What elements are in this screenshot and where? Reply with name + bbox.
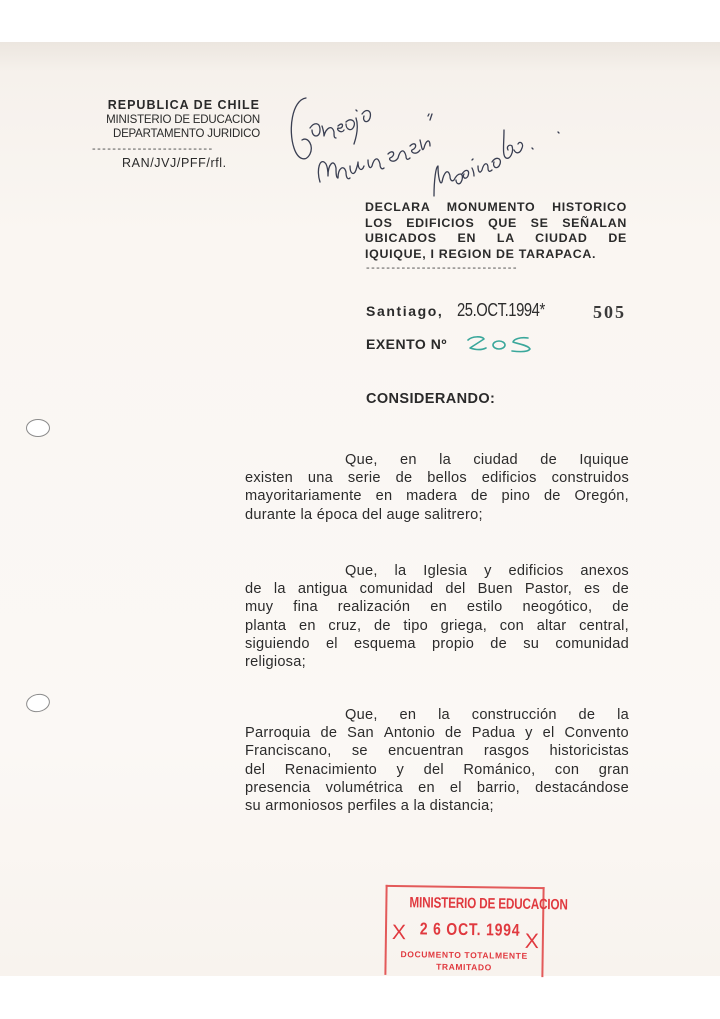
word: la bbox=[273, 581, 286, 598]
word: gran bbox=[598, 761, 629, 778]
word: de bbox=[373, 617, 391, 634]
word: antigua bbox=[297, 581, 348, 598]
paragraph-line bbox=[245, 469, 629, 487]
considerando-paragraph-3 bbox=[245, 706, 629, 815]
word: es bbox=[584, 581, 601, 598]
word: el bbox=[449, 779, 462, 796]
word: y bbox=[525, 725, 533, 742]
word: anexos bbox=[580, 563, 629, 579]
word: pino bbox=[501, 488, 531, 505]
word: del bbox=[423, 761, 444, 778]
word: griega, bbox=[440, 617, 488, 634]
word: la bbox=[394, 563, 407, 579]
letterhead bbox=[88, 97, 260, 141]
word: en bbox=[430, 599, 447, 616]
word: Que, bbox=[345, 563, 378, 579]
word: planta bbox=[245, 617, 287, 634]
word: de bbox=[245, 581, 262, 598]
punch-hole bbox=[24, 692, 51, 715]
word: se bbox=[351, 743, 368, 760]
word: edificios bbox=[481, 470, 537, 487]
word: construidos bbox=[551, 470, 629, 487]
word: el bbox=[325, 635, 338, 652]
word: el bbox=[542, 725, 555, 742]
word: barrio, bbox=[476, 779, 520, 796]
word: fina bbox=[293, 599, 318, 616]
stamp-x-mark-left: X bbox=[391, 920, 407, 945]
word: encuentran bbox=[388, 743, 464, 760]
word: comunidad bbox=[359, 581, 434, 598]
subject-summary bbox=[365, 200, 627, 263]
subject-line: LOS EDIFICIOS QUE SE SEÑALAN bbox=[365, 215, 627, 230]
word: la bbox=[439, 452, 451, 468]
word: la bbox=[617, 707, 629, 723]
word: una bbox=[307, 470, 333, 487]
letterhead-country: REPUBLICA DE CHILE bbox=[107, 98, 260, 112]
paragraph-line bbox=[245, 779, 629, 797]
considerando-heading: CONSIDERANDO: bbox=[366, 391, 496, 407]
word: Que, bbox=[345, 707, 378, 723]
word: presencia bbox=[245, 779, 311, 796]
word: Que, bbox=[345, 452, 378, 468]
exento-handwritten-number bbox=[462, 328, 542, 358]
word: Iquique bbox=[579, 452, 629, 468]
word: madera bbox=[406, 488, 458, 505]
paragraph-line bbox=[245, 724, 629, 742]
word: comunidad bbox=[555, 635, 629, 652]
word: volumétrica bbox=[325, 779, 403, 796]
word: Buen bbox=[477, 581, 513, 598]
subject-line: UBICADOS EN LA CIUDAD DE bbox=[365, 231, 627, 246]
paragraph-line bbox=[245, 487, 629, 505]
word: con bbox=[554, 761, 580, 778]
subject-divider: ------------------------------ bbox=[366, 262, 518, 274]
word: con bbox=[499, 617, 525, 634]
word: destacándose bbox=[535, 779, 629, 796]
word: Iglesia bbox=[423, 563, 468, 579]
word: Parroquia bbox=[245, 725, 311, 742]
handwritten-note bbox=[284, 70, 584, 205]
stamp-date: 2 6 OCT. 1994 bbox=[419, 919, 521, 940]
word: de bbox=[470, 488, 488, 505]
word: en bbox=[418, 779, 435, 796]
considerando-paragraph-1 bbox=[245, 451, 629, 524]
word: mayoritariamente bbox=[245, 488, 362, 505]
paragraph-line bbox=[245, 451, 629, 469]
subject-line: IQUIQUE, I REGION DE TARAPACA. bbox=[365, 247, 597, 262]
paragraph-line bbox=[245, 562, 629, 580]
word: siguiendo bbox=[245, 635, 310, 652]
word: central, bbox=[579, 617, 629, 634]
word: realización bbox=[337, 599, 411, 616]
exento-label: EXENTO Nº bbox=[366, 336, 447, 352]
word: de bbox=[612, 581, 629, 598]
word: Oregón, bbox=[574, 488, 629, 505]
stamp-x-mark-right: X bbox=[524, 929, 540, 954]
word: Padua bbox=[471, 725, 516, 742]
word: de bbox=[612, 599, 629, 616]
word: construcción bbox=[471, 707, 557, 723]
paragraph-line: religiosa; bbox=[245, 654, 306, 671]
word: Pastor, bbox=[524, 581, 573, 598]
dateline-date-stamp: 25.OCT.1994* bbox=[457, 300, 545, 320]
word: de bbox=[543, 488, 561, 505]
handwriting-scribble-icon bbox=[284, 70, 584, 205]
word: bellos bbox=[427, 470, 467, 487]
word: rasgos bbox=[483, 743, 530, 760]
word: historicistas bbox=[549, 743, 629, 760]
word: en bbox=[298, 617, 316, 634]
word: la bbox=[438, 707, 450, 723]
word: estilo bbox=[466, 599, 503, 616]
word: de bbox=[540, 452, 557, 468]
paragraph-line bbox=[245, 580, 629, 598]
word: serie bbox=[347, 470, 381, 487]
stamp-status-line-2: TRAMITADO bbox=[436, 961, 492, 973]
subject-line: DECLARA MONUMENTO HISTORICO bbox=[365, 200, 627, 214]
word: edificios bbox=[508, 563, 564, 579]
reception-stamp bbox=[384, 885, 568, 977]
word: de bbox=[320, 725, 338, 742]
word: Antonio bbox=[383, 725, 436, 742]
word: propio bbox=[432, 635, 475, 652]
word: de bbox=[490, 635, 508, 652]
word: altar bbox=[536, 617, 567, 634]
paragraph-line bbox=[245, 706, 629, 724]
word: su bbox=[523, 635, 540, 652]
paragraph-line bbox=[245, 742, 629, 760]
word: Franciscano, bbox=[245, 743, 332, 760]
paragraph-line bbox=[245, 598, 629, 616]
dateline-place: Santiago, bbox=[366, 303, 444, 319]
reference-initials: RAN/JVJ/PFF/rfl. bbox=[122, 156, 227, 170]
letterhead-department: DEPARTAMENTO JURIDICO bbox=[112, 128, 260, 140]
stamp-status-line-1: DOCUMENTO TOTALMENTE bbox=[400, 949, 528, 961]
serial-number: 505 bbox=[593, 302, 626, 322]
word: esquema bbox=[354, 635, 416, 652]
word: y bbox=[396, 761, 405, 778]
word: del bbox=[245, 761, 266, 778]
handwritten-number-icon bbox=[462, 328, 542, 358]
word: en bbox=[400, 452, 417, 468]
paragraph-line bbox=[245, 617, 629, 635]
letterhead-divider: ------------------------ bbox=[92, 143, 214, 155]
word: cruz, bbox=[328, 617, 362, 634]
word: en bbox=[375, 488, 393, 505]
paragraph-line: su armoniosos perfiles a la distancia; bbox=[245, 798, 494, 815]
word: y bbox=[484, 563, 492, 579]
paragraph-line bbox=[245, 761, 629, 779]
letterhead-ministry: MINISTERIO DE EDUCACION bbox=[106, 114, 260, 126]
word: ciudad bbox=[473, 452, 518, 468]
word: de bbox=[395, 470, 413, 487]
word: San bbox=[347, 725, 374, 742]
stamp-title: MINISTERIO DE EDUCACION bbox=[409, 894, 568, 914]
word: del bbox=[445, 581, 466, 598]
word: de bbox=[578, 707, 596, 723]
paragraph-line: durante la época del auge salitrero; bbox=[245, 506, 483, 523]
considerando-paragraph-2 bbox=[245, 562, 629, 671]
word: neogótico, bbox=[522, 599, 593, 616]
word: muy bbox=[245, 599, 274, 616]
word: existen bbox=[245, 470, 293, 487]
word: Convento bbox=[564, 725, 629, 742]
word: Románico, bbox=[463, 761, 536, 778]
paragraph-line bbox=[245, 635, 629, 653]
word: en bbox=[399, 707, 417, 723]
word: tipo bbox=[403, 617, 428, 634]
word: Renacimiento bbox=[284, 761, 377, 778]
word: de bbox=[445, 725, 462, 742]
punch-hole bbox=[26, 419, 50, 437]
